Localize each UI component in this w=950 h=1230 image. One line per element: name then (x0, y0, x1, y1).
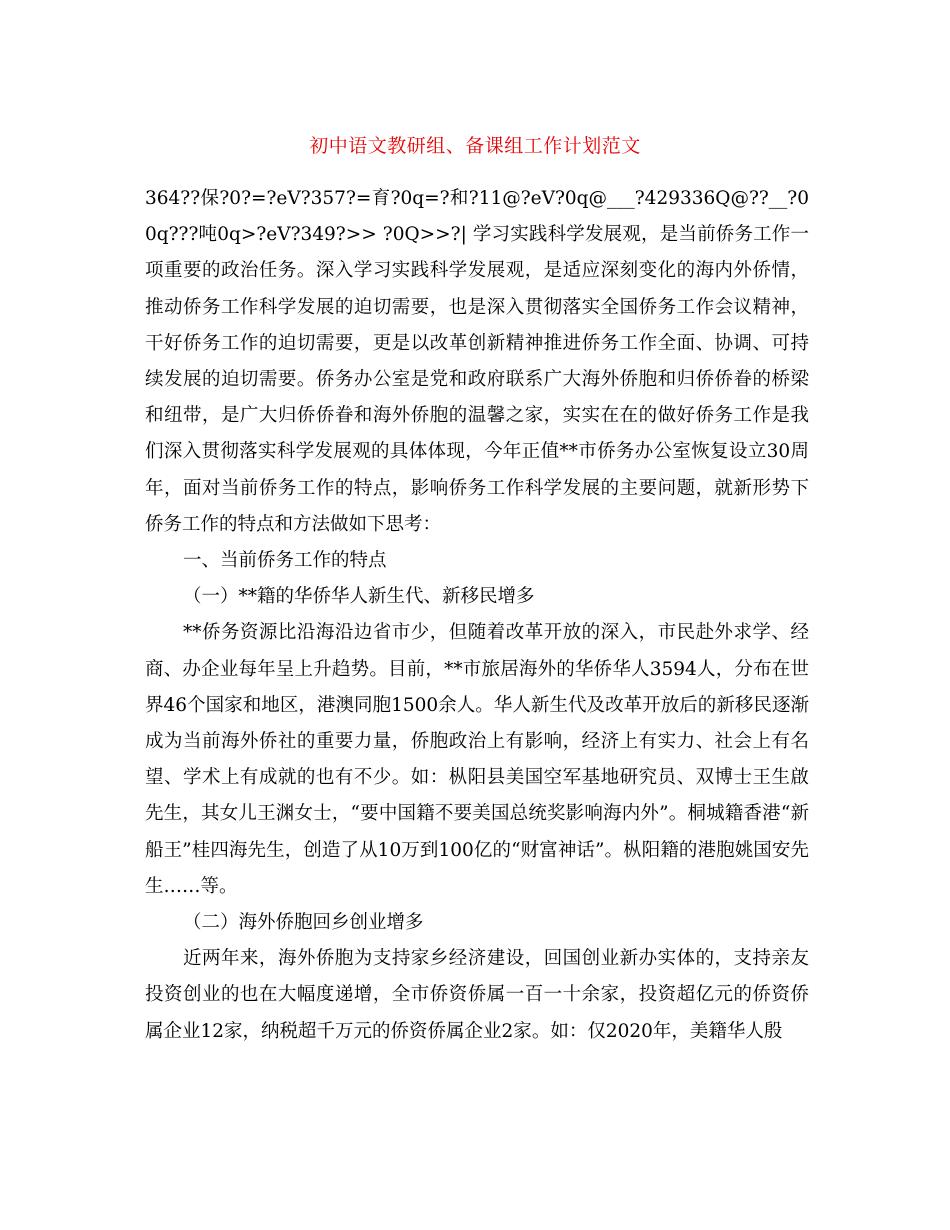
document-body (145, 181, 809, 1050)
paragraph-subsection-1: **侨务资源比沿海沿边省市少，但随着改革开放的深入，市民赴外求学、经商、办企业每年呈上升趋势。目前，**市旅居海外的华侨华人3594人，分布在世界46个国家和地区，港澳同胞1500余人。华人新生代及改革开放后的新移民逐渐成为当前海外侨社的重要力量，侨胞政治上有影响，经济上有实力、社会上有名望、学术上有成就的也有不少。如：枞阳县美国空军基地研究员、双博士王生啟先生，其女儿王渊女士，“要中国籍不要美国总统奖影响海内外”。桐城籍香港“新船王”桂四海先生，创造了从10万到100亿的“财富神话”。枞阳籍的港胞姚国安先生……等。 (145, 622, 809, 897)
paragraph-intro: 364??保?0?=?eV?357?=育?0q=?和?11@?eV?0q@___?429336Q@??__?0 0q???吨0q>?eV?349?>> ?0Q>>?| 学习实践科学发展观，是当前侨务工作一项重要的政治任务。深入学习实践科学发展观，是适应深刻变化的海内外侨情，推动侨务工作科学发展的迫切需要，也是深入贯彻落实全国侨务工作会议精神，干好侨务工作的迫切需要，更是以改革创新精神推进侨务工作全面、协调、可持续发展的迫切需要。侨务办公室是党和政府联系广大海外侨胞和归侨侨眷的桥梁和纽带，是广大归侨侨眷和海外侨胞的温馨之家，实实在在的做好侨务工作是我们深入贯彻落实科学发展观的具体体现，今年正值**市侨务办公室恢复设立30周年，面对当前侨务工作的特点，影响侨务工作科学发展的主要问题，就新形势下侨务工作的特点和方法做如下思考： (145, 188, 809, 535)
paragraph-subsection-2: 近两年来，海外侨胞为支持家乡经济建设，回国创业新办实体的，支持亲友投资创业的也在大幅度递增，全市侨资侨属一百一十余家，投资超亿元的侨资侨属企业12家，纳税超千万元的侨资侨属企业2家。如：仅2020年，美籍华人殷 (145, 948, 809, 1042)
document-title: 初中语文教研组、备课组工作计划范文 (309, 135, 641, 157)
subsection-heading-2: （二）海外侨胞回乡创业增多 (183, 912, 424, 934)
section-heading-1: 一、当前侨务工作的特点 (183, 550, 387, 572)
subsection-heading-1: （一）**籍的华侨华人新生代、新移民增多 (183, 586, 535, 608)
